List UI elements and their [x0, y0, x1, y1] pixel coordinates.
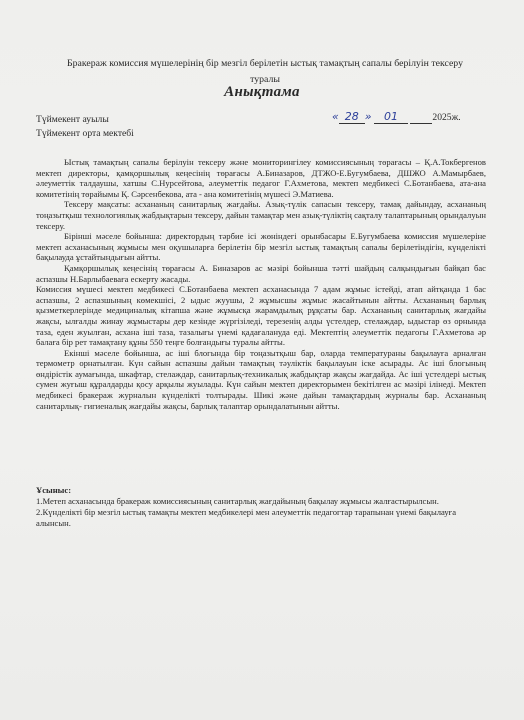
date-blank [410, 112, 432, 124]
paragraph-first-issue: Бірінші мәселе бойынша: директордың тәрбие ісі жөніндегі орынбасары Е.Бугумбаева комиссия мүшелеріне мектеп асханасының жұмысы мен оқушыларға берілетін бір мезгіл ыстық тамақтың сапалы берілетіндігін, күнделікті бақылауда ұстайтындығын айтты. [36, 231, 486, 263]
paragraph-board: Қамқоршылық кеңесінің төрағасы А. Биназаров ас мәзірі бойынша тәтті шайдың салқындығын байқап бас аспазшы Н.Барлыбаеваға ескерту жасады. [36, 262, 486, 284]
school-name: Түймекент орта мектебі [36, 128, 134, 139]
suggestions-heading: Ұсыныс: [36, 485, 72, 495]
document-date [332, 110, 461, 124]
date-close-quote: » [364, 110, 372, 123]
date-month: 01 [374, 110, 408, 124]
suggestion-item-2: 2.Күнделікті бір мезгіл ыстық тамақты мектеп медбикелері мен әлеуметтік педагогтар тарапынан үнемі бақылауға алынсын. [36, 507, 457, 528]
date-open-quote: « [332, 110, 339, 123]
document-meta [36, 113, 134, 141]
header-line-2: туралы [250, 74, 280, 85]
date-year: 2025ж. [432, 112, 461, 123]
paragraph-second-issue: Екінші мәселе бойынша, ас іші блогында бір тоңазытқыш бар, оларда температураны бақылауға арналған термометр орнатылған. Күн сайын аспазшы дайын тамақтың тәуліктік бақылауын іске асырады. Ас іші блогының өндірістік аумағында, шкафтар, стелаждар, санитарлық-техникалық жабдықтар жақсы жағдайда. Ас іші үстелдері ыстық сумен жуғыш құралдарды қосу арқылы жуылады. Күн сайын мектеп директорымен бекітілген ас мәзірі ілінеді. Мектеп медбикесі бракераж журналын күнделікті толтырады. Шикі және дайын тамақтардың журналы бар. Асхананың санитарлық- гигиеналық жағдайы жақсы, барлық талаптар орындалатынын айтты. [36, 347, 486, 411]
date-day: 28 [339, 110, 365, 124]
document-title: Анықтама [224, 84, 300, 100]
suggestion-item-1: 1.Метеп асханасында бракераж комиссиясының санитарлық жағдайының бақылау жұмысы жалғастырылсын. [36, 495, 439, 506]
header-line-1: Бракераж комиссия мүшелерінің бір мезгіл берілетін ыстық тамақтың сапалы берілуін тексеру [67, 58, 463, 69]
paragraph-nurse: Комиссия мүшесі мектеп медбикесі С.Ботанбаева мектеп асханасында 7 адам жұмыс істейді, атап айтқанда 1 бас аспазшы, 2 аспазшының көмекшісі, 2 ыдыс жуушы, 2 жұмысшы жұмыс жасайтынын айтты. Асхананың барлық қызметкерлерінде медициналық кітапша және жұмысқа жарамдылық рұқсаты бар. Асхананың санитарлық жағдайы жақсы, ылғалды жинау жұмыстары дер кезінде жүргізіледі, терезенің алды үстелдер, стелаждар, ыдыстар өз орнында таза, еден жуылған, асхана іші таза, тазалығы үнемі қадағалануда еді. Мектептің әлеуметтік педагогы Г.Ахметова әр балаға бір рет тамақтану құны 550 теңге болғандығы туралы айтты. [36, 284, 486, 348]
paragraph-commission: Ыстық тамақтың сапалы берілуін тексеру және мониторингілеу комиссиясының төрағасы – Қ.А.Токбергенов мектеп директоры, қамқоршылық кеңесінің төрағасы А.Биназаров, ДТЖО-Е.Бугумбаева, ДШЖО А.Мамырбаев, әлеуметтік талдаушы, хатшы С.Нурсейтова, әлеуметтік педагог Г.Ахметова, мектеп медбикесі С.Ботанбаева, ата-ана комитетінің төрайымы Қ. Сәрсенбекова, ата - ана комитетінің мүшесі Э.Матиева. [36, 157, 486, 199]
paragraph-purpose: Тексеру мақсаты: асхананың санитарлық жағдайы. Азық-түлік сапасын тексеру, тамақ дайындау, асхананың тоңазытқыш технологиялық жабдықтарын тексеру, дайын тамақтар мен азық-түліктің сақталу талаптарының орындалуын тексеру. [36, 199, 486, 231]
village-name: Түймекент ауылы [36, 114, 109, 125]
document-body [36, 157, 486, 411]
suggestions-section [36, 485, 486, 529]
